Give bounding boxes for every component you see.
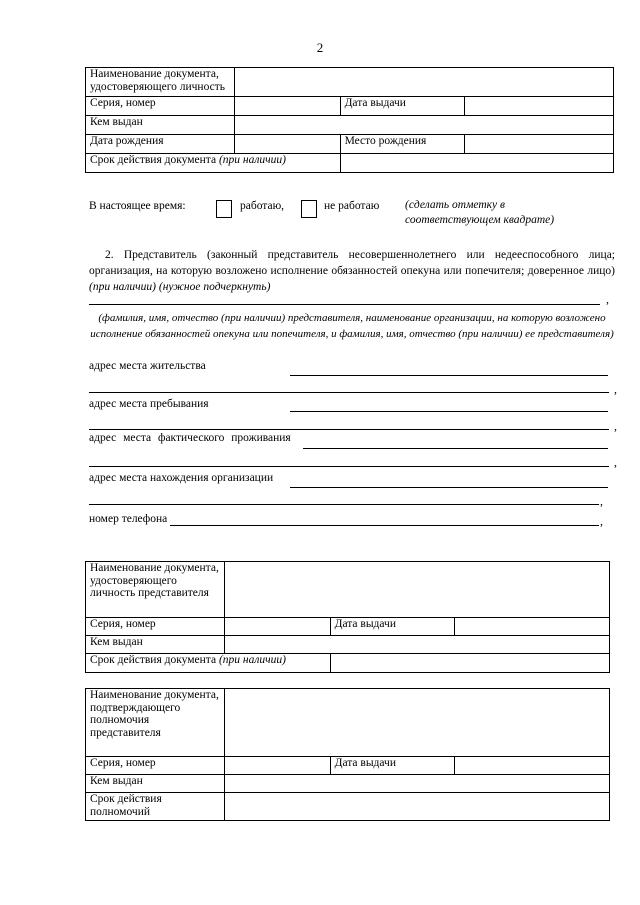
org-address-line-1[interactable]: [290, 487, 608, 488]
actual-residence-line-1[interactable]: [303, 448, 608, 449]
doc-name-field[interactable]: [234, 68, 613, 97]
authority-issued-by-field[interactable]: [224, 775, 609, 793]
rep-issued-by-field[interactable]: [224, 636, 609, 654]
representative-document-table: [85, 561, 610, 673]
employment-prefix: В настоящее время:: [89, 200, 186, 212]
rep-issue-date-field[interactable]: [455, 618, 610, 636]
authority-issue-date-field[interactable]: [455, 757, 610, 775]
rep-series-field[interactable]: [224, 618, 330, 636]
authority-series-field[interactable]: [224, 757, 330, 775]
rep-issued-by-label: Кем выдан: [86, 636, 225, 654]
not-working-label: не работаю: [324, 200, 380, 212]
identity-document-table: [85, 67, 614, 173]
authority-issue-date-label: Дата выдачи: [330, 757, 455, 775]
validity-field[interactable]: [340, 154, 613, 173]
org-address-line-2[interactable]: [89, 504, 599, 505]
actual-residence-label: адрес места фактического проживания: [89, 432, 291, 444]
phone-line[interactable]: [170, 525, 599, 526]
stay-label: адрес места пребывания: [89, 398, 209, 410]
representative-caption: (фамилия, имя, отчество (при наличии) представителя, наименование организации, на которую возложено исполнение обязанностей опекуна или попечителя, и фамилия, имя, отчество (при наличии) ее представителя): [90, 312, 614, 340]
authority-validity-field[interactable]: [224, 793, 609, 821]
rep-validity-field[interactable]: [330, 654, 609, 673]
authority-document-table: [85, 688, 610, 821]
issued-by-field[interactable]: [234, 116, 613, 135]
stay-line-2[interactable]: [89, 429, 609, 430]
rep-issue-date-label: Дата выдачи: [330, 618, 455, 636]
authority-series-label: Серия, номер: [86, 757, 225, 775]
representative-name-line[interactable]: [89, 304, 600, 305]
working-checkbox[interactable]: [216, 200, 232, 218]
series-field[interactable]: [234, 97, 340, 116]
birth-place-field[interactable]: [465, 135, 614, 154]
issued-by-label: Кем выдан: [86, 116, 235, 135]
rep-series-label: Серия, номер: [86, 618, 225, 636]
rep-doc-name-label: Наименование документа, удостоверяющего личность представителя: [86, 562, 225, 618]
issue-date-field[interactable]: [465, 97, 614, 116]
residence-label: адрес места жительства: [89, 360, 206, 372]
authority-issued-by-label: Кем выдан: [86, 775, 225, 793]
issue-date-label: Дата выдачи: [340, 97, 465, 116]
birth-place-label: Место рождения: [340, 135, 465, 154]
residence-line-1[interactable]: [290, 375, 608, 376]
org-address-label: адрес места нахождения организации: [89, 472, 274, 484]
rep-validity-label: Срок действия документа (при наличии): [86, 654, 331, 673]
section-2-text: 2. Представитель (законный представитель несовершеннолетнего или недееспособного лица; организация, на которую возложено исполнение обязанностей опекуна или попечителя; доверенное лицо) (при наличии) (нужное подчеркнуть): [89, 249, 615, 293]
not-working-checkbox[interactable]: [301, 200, 317, 218]
doc-name-label: Наименование документа, удостоверяющего личность: [86, 68, 235, 97]
validity-label: Срок действия документа (при наличии): [86, 154, 341, 173]
page-number: 2: [316, 40, 324, 55]
authority-doc-name-field[interactable]: [224, 689, 609, 757]
birth-date-field[interactable]: [234, 135, 340, 154]
authority-validity-label: Срок действия полномочий: [86, 793, 225, 821]
stay-line-1[interactable]: [290, 411, 608, 412]
series-label: Серия, номер: [86, 97, 235, 116]
phone-label: номер телефона: [89, 513, 168, 525]
rep-doc-name-field[interactable]: [224, 562, 609, 618]
employment-note: (сделать отметку в соответствующем квадрате): [405, 199, 555, 226]
birth-date-label: Дата рождения: [86, 135, 235, 154]
authority-doc-name-label: Наименование документа, подтверждающего полномочия представителя: [86, 689, 225, 757]
working-label: работаю,: [240, 200, 285, 212]
actual-residence-line-2[interactable]: [89, 466, 609, 467]
residence-line-2[interactable]: [89, 392, 609, 393]
